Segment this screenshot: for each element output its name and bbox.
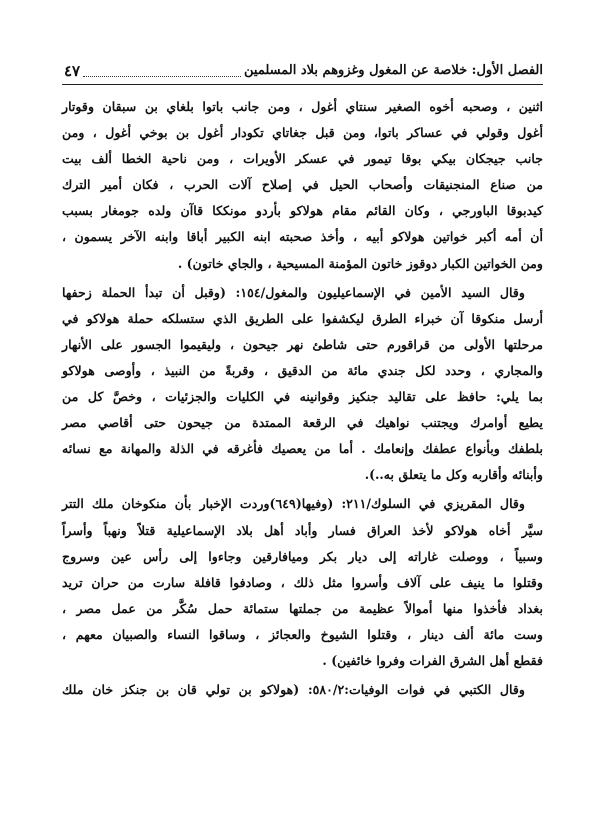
text-line: وقال السيد الأمين في الإسماعيليون والمغول/١٥٤: (وقبل أن تبدأ الحملة زحفها: [62, 284, 525, 300]
text-line: بلطفك وبأنواع عطفك وإنعامك . أما من يعصيك فأغرقه في الذلة والمهانة مع نسائه: [62, 441, 543, 457]
text-line: أن أمه أكبر خواتين هولاكو أبيه ، وأخذ صحبته ابنه الكبير أباقا وابنه الآخر يسمون ،: [62, 229, 543, 245]
body-text: [62, 94, 543, 703]
text-line: اثنين ، وصحبه أخوه الصغير سنتاي أغول ، ومن جانب باتوا بلغاي بن سبقان وقوتار: [62, 99, 543, 114]
text-line: من صناع المنجنيقات وأصحاب الحيل في إصلاح آلات الحرب ، فكان أمير الترك: [62, 177, 543, 193]
text-line: أغول وقولي في عساكر باتوا، ومن قبل جغاتاي تكودار أغول بن بوخي أغول ، ومن: [62, 125, 543, 141]
paragraph-2: [62, 280, 543, 489]
text-line: فقطع أهل الشرق الفرات وفروا خائفين) .: [322, 652, 543, 668]
paragraph-4: [62, 677, 543, 703]
running-header: [64, 58, 543, 80]
text-line: كيدبوقا الباورجي ، وكان القائم مقام هولاكو بأردو مونككا قاآن ولده جومغار بسبب: [62, 203, 543, 219]
page-number: ٤٧: [64, 62, 81, 80]
text-line: مرحلتها الأولى من قراقورم حتى شاطئ نهر جيحون ، وليقيموا الجسور على الأنهار: [62, 336, 543, 352]
chapter-title: الفصل الأول: خلاصة عن المغول وغزوهم بلاد المسلمين: [244, 63, 543, 78]
text-line: وقال المقريزي في السلوك/٢١١: (وفيها(٦٤٩)وردت الإخبار بأن منكوخان ملك التتر: [62, 496, 526, 512]
text-line: يطيع أوامرك ويجتنب نواهيك في الرقعة الممتدة من جيحون حتى أقاصي مصر: [62, 415, 543, 431]
leader-dots: [83, 75, 241, 77]
text-line: بغداد فأخذوا منها أموالاً عظيمة من جملتها ستمائة حمل سُكَّر من عمل مصر ،: [62, 600, 543, 616]
text-line: وسبياً ، ووصلت غاراته إلى ديار بكر وميافارقين وجاءوا إلى رأس عين وسروج: [62, 548, 543, 564]
text-line: ومن الخواتين الكبار دوقوز خاتون المؤمنة المسيحية ، والجاي خاتون) .: [177, 255, 543, 271]
text-line: وقتلوا ما ينيف على آلاف وأسروا مثل ذلك ، وصادفوا قافلة سارت من حران تريد: [62, 574, 543, 590]
text-line: وقال الكتبي في فوات الوفيات:٥٨٠/٢: (هولاكو بن تولي قان بن جنكز خان ملك: [62, 682, 526, 698]
text-line: وست مائة ألف دينار ، وقتلوا الشيوخ والعجائز ، وساقوا النساء والصبيان معهم ،: [62, 626, 543, 642]
paragraph-3: [62, 491, 543, 674]
text-line: أرسل منكوقا آن خبراء الطرق ليكشفوا على الطريق الذي ستسلكه حملة هولاكو في: [62, 310, 543, 326]
paragraph-1: [62, 94, 543, 277]
text-line: سيَّر أخاه هولاكو لأخذ العراق فسار وأباد أهل بلاد الإسماعيلية قتلاً ونهباً وأسراً: [62, 522, 543, 538]
text-line: جانب جيجكان بيكي بوقا تيمور في عسكر الأويرات ، ومن ناحية الخطا ألف بيت: [62, 151, 543, 167]
text-line: والمجاري ، وحدد لكل جندي مائة من الدقيق ، وقربةً من النبيذ ، وأوصى هولاكو: [62, 362, 543, 378]
text-line: بما يلي: حافظ على تقاليد جنكيز وقوانينه في الكليات والجزئيات ، وخصَّ كل من: [62, 389, 543, 405]
header-rule: [62, 84, 543, 85]
text-line: وأبنائه وأقاربه وكل ما يتعلق به..).: [364, 467, 543, 483]
